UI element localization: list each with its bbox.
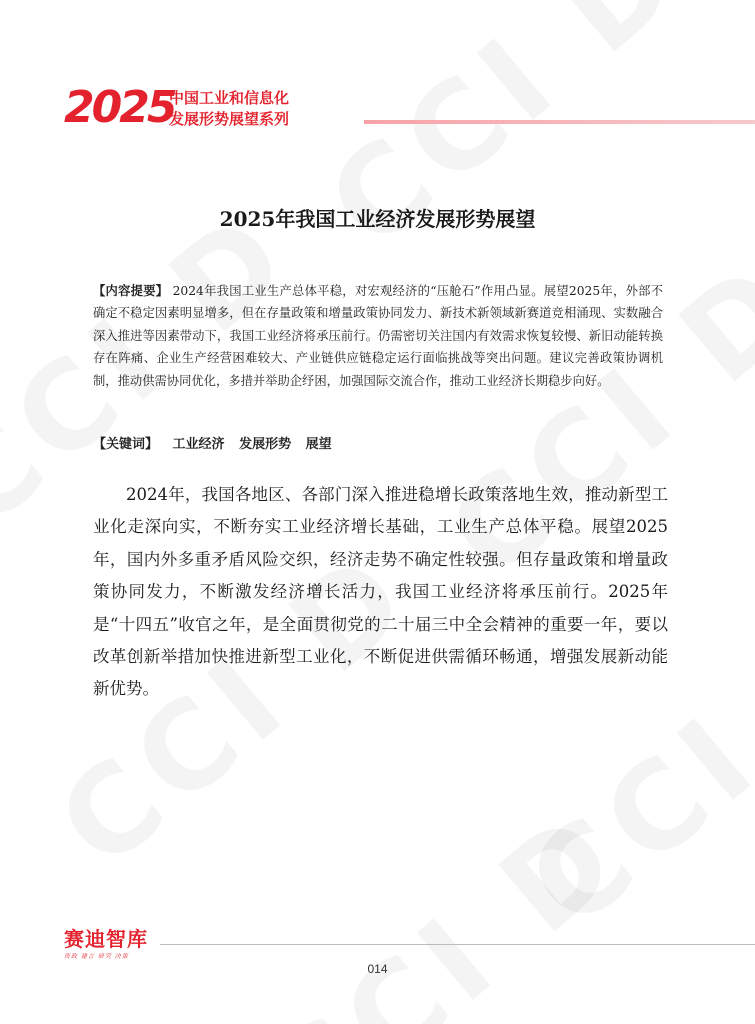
keyword: 展望 — [305, 437, 332, 452]
brand-name: 赛迪智库 — [64, 927, 148, 951]
page-number: 014 — [367, 962, 388, 976]
series-name-line1: 中国工业和信息化 — [169, 89, 290, 107]
keyword: 工业经济 — [172, 437, 225, 452]
header-rule — [364, 120, 755, 124]
abstract-label: 【内容提要】 — [93, 284, 169, 298]
keywords-label: 【关键词】 — [93, 437, 159, 452]
watermark-text — [244, 784, 649, 1024]
series-header — [64, 82, 755, 136]
watermark-text — [304, 0, 709, 275]
keywords — [93, 433, 663, 452]
page-title: 2025年我国工业经济发展形势展望 — [219, 207, 536, 231]
ccid-think-tank-logo — [64, 928, 148, 960]
series-name — [169, 88, 289, 130]
body-paragraph: 2024年，我国各地区、各部门深入推进稳增长政策落地生效，推动新型工业化走深向实，不断夯实工业经济增长基础，工业生产总体平稳。展望2025年，国内外多重矛盾风险交织，经济走势不确定性较强。但存量政策和增量政策协同发力，不断激发经济增长活力，我国工业经济将承压前行。2025年是“十四五”收官之年，是全面贯彻党的二十届三中全会精神的重要一年，要以改革创新举措加快推进新型工业化，不断促进供需循环畅通，增强发展新动能新优势。 — [93, 485, 668, 699]
series-name-line2: 发展形势展望系列 — [169, 110, 290, 128]
keyword: 发展形势 — [239, 437, 292, 452]
brand-tagline: 资政 建言 研究 决策 — [64, 953, 129, 960]
abstract — [93, 280, 663, 392]
footer-rule — [160, 944, 755, 945]
logo-year: 2025 — [64, 82, 175, 133]
abstract-text: 2024年我国工业生产总体平稳，对宏观经济的“压舱石”作用凸显。展望2025年，外部不确定不稳定因素明显增多，但在存量政策和增量政策协同发力、新技术新领域新赛道竞相涌现、实数融合深入推进等因素带动下，我国工业经济将承压前行。仍需密切关注国内有效需求恢复较慢、新旧动能转换存在阵痛、企业生产经营困难较大、产业链供应链稳定运行面临挑战等突出问题。建议完善政策协调机制，推动供需协同优化，多措并举助企纾困，加强国际交流合作，推动工业经济长期稳步向好。 — [93, 284, 663, 388]
